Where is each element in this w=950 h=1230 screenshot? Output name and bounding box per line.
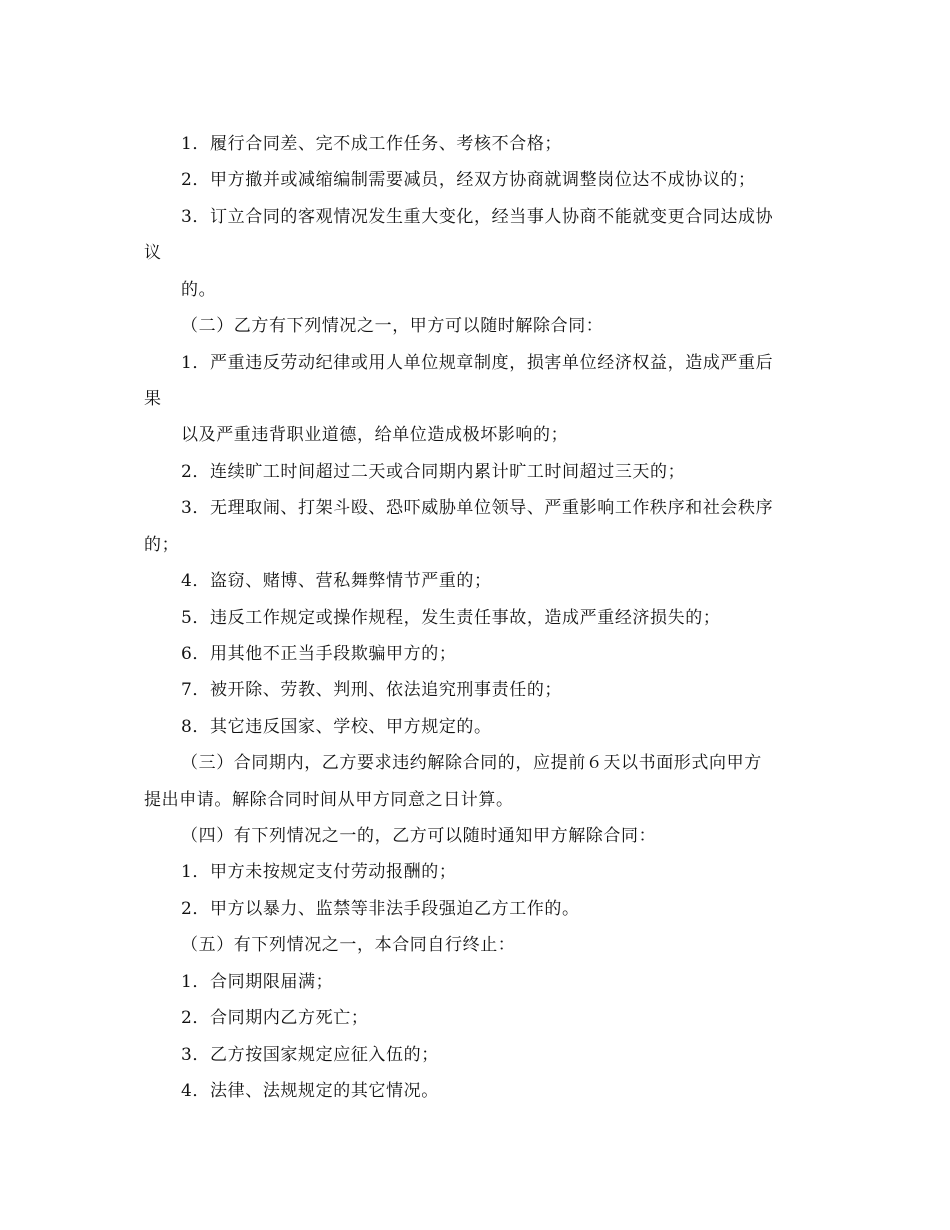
text-line: 的。 [181,280,217,300]
text-line: 议 [144,243,162,263]
text-line: 1．履行合同差、完不成工作任务、考核不合格； [181,134,563,154]
section-heading: （五）有下列情况之一，本合同自行终止： [181,935,516,955]
text-line: 2．连续旷工时间超过二天或合同期内累计旷工时间超过三天的； [181,462,686,482]
text-line: 1．严重违反劳动纪律或用人单位规章制度，损害单位经济权益，造成严重后 [181,353,774,373]
text-line: 的； [144,535,180,555]
text-line: 4．盗窃、赌博、营私舞弊情节严重的； [181,571,492,591]
text-line: 2．甲方撤并或减缩编制需要减员，经双方协商就调整岗位达不成协议的； [181,170,756,190]
text-line: 7．被开除、劳教、判刑、依法追究刑事责任的； [181,680,563,700]
text-line: 果 [144,389,162,409]
section-heading: （二）乙方有下列情况之一，甲方可以随时解除合同： [181,316,604,336]
text-line: 2．甲方以暴力、监禁等非法手段强迫乙方工作的。 [181,899,580,919]
section-heading: （三）合同期内，乙方要求违约解除合同的，应提前６天以书面形式向甲方 [181,753,762,773]
text-line: 1．合同期限届满； [181,972,334,992]
section-heading: （四）有下列情况之一的，乙方可以随时通知甲方解除合同： [181,826,657,846]
text-line: 3．无理取闹、打架斗殴、恐吓威胁单位领导、严重影响工作秩序和社会秩序 [181,498,774,518]
text-line: 提出申请。解除合同时间从甲方同意之日计算。 [144,790,514,810]
text-line: 6．用其他不正当手段欺骗甲方的； [181,644,457,664]
text-line: 5．违反工作规定或操作规程，发生责任事故，造成严重经济损失的； [181,608,721,628]
text-line: 3．乙方按国家规定应征入伍的； [181,1045,439,1065]
text-line: 2．合同期内乙方死亡； [181,1008,369,1028]
text-line: 以及严重违背职业道德，给单位造成极坏影响的； [181,425,569,445]
text-line: 4．法律、法规规定的其它情况。 [181,1081,439,1101]
text-line: 8．其它违反国家、学校、甲方规定的。 [181,717,492,737]
text-line: 1．甲方未按规定支付劳动报酬的； [181,862,457,882]
text-line: 3．订立合同的客观情况发生重大变化，经当事人协商不能就变更合同达成协 [181,207,774,227]
